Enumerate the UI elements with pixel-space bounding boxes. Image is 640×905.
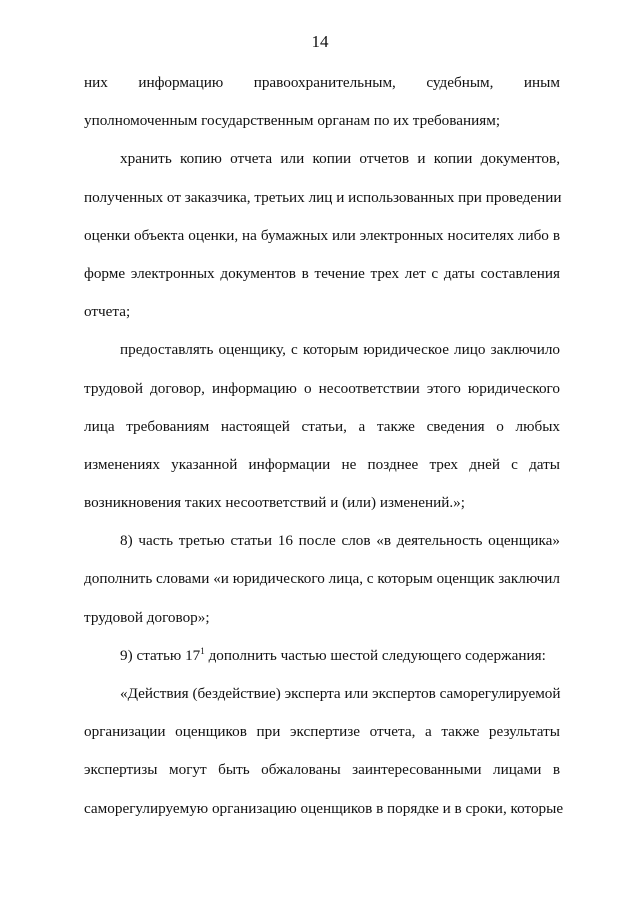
page-number: 14 — [311, 32, 329, 51]
text-line: них информацию правоохранительным, судебным, иным — [84, 74, 560, 91]
text-line: отчета; — [84, 303, 131, 321]
text-line: трудовой договор, информацию о несоответствии этого юридического — [84, 379, 560, 397]
text-line: саморегулируемую организацию оценщиков в порядке и в сроки, которые — [84, 799, 564, 817]
text-line: уполномоченным государственным органам по их требованиям; — [84, 112, 501, 130]
text-line: форме электронных документов в течение трех лет с даты составления — [84, 264, 560, 282]
text-line: предоставлять оценщику, с которым юридическое лицо заключило — [120, 341, 560, 359]
text-fragment: дополнить частью шестой следующего содержания: — [204, 646, 546, 664]
text-line: возникновения таких несоответствий и (или) изменений.»; — [84, 494, 465, 512]
text-line: хранить копию отчета или копии отчетов и копии документов, — [120, 150, 560, 168]
text-line: изменениях указанной информации не позднее трех дней с даты — [84, 455, 560, 473]
document-body — [84, 64, 564, 828]
text-line: 8) часть третью статьи 16 после слов «в деятельность оценщика» — [120, 532, 560, 550]
text-line: лица требованиям настоящей статьи, а также сведения о любых — [84, 417, 560, 435]
text-line: трудовой договор»; — [84, 608, 210, 626]
text-line — [84, 637, 560, 675]
text-line: «Действия (бездействие) эксперта или экспертов саморегулируемой — [120, 685, 561, 702]
text-fragment: 9) статью 17 — [120, 646, 201, 664]
text-line: оценки объекта оценки, на бумажных или электронных носителях либо в — [84, 226, 560, 244]
text-line: дополнить словами «и юридического лица, с которым оценщик заключил — [84, 570, 560, 588]
text-line: экспертизы могут быть обжалованы заинтересованными лицами в — [84, 761, 560, 779]
text-line: полученных от заказчика, третьих лиц и использованных при проведении — [84, 188, 562, 206]
text-line: организации оценщиков при экспертизе отчета, а также результаты — [84, 723, 560, 741]
superscript: 1 — [200, 645, 205, 656]
